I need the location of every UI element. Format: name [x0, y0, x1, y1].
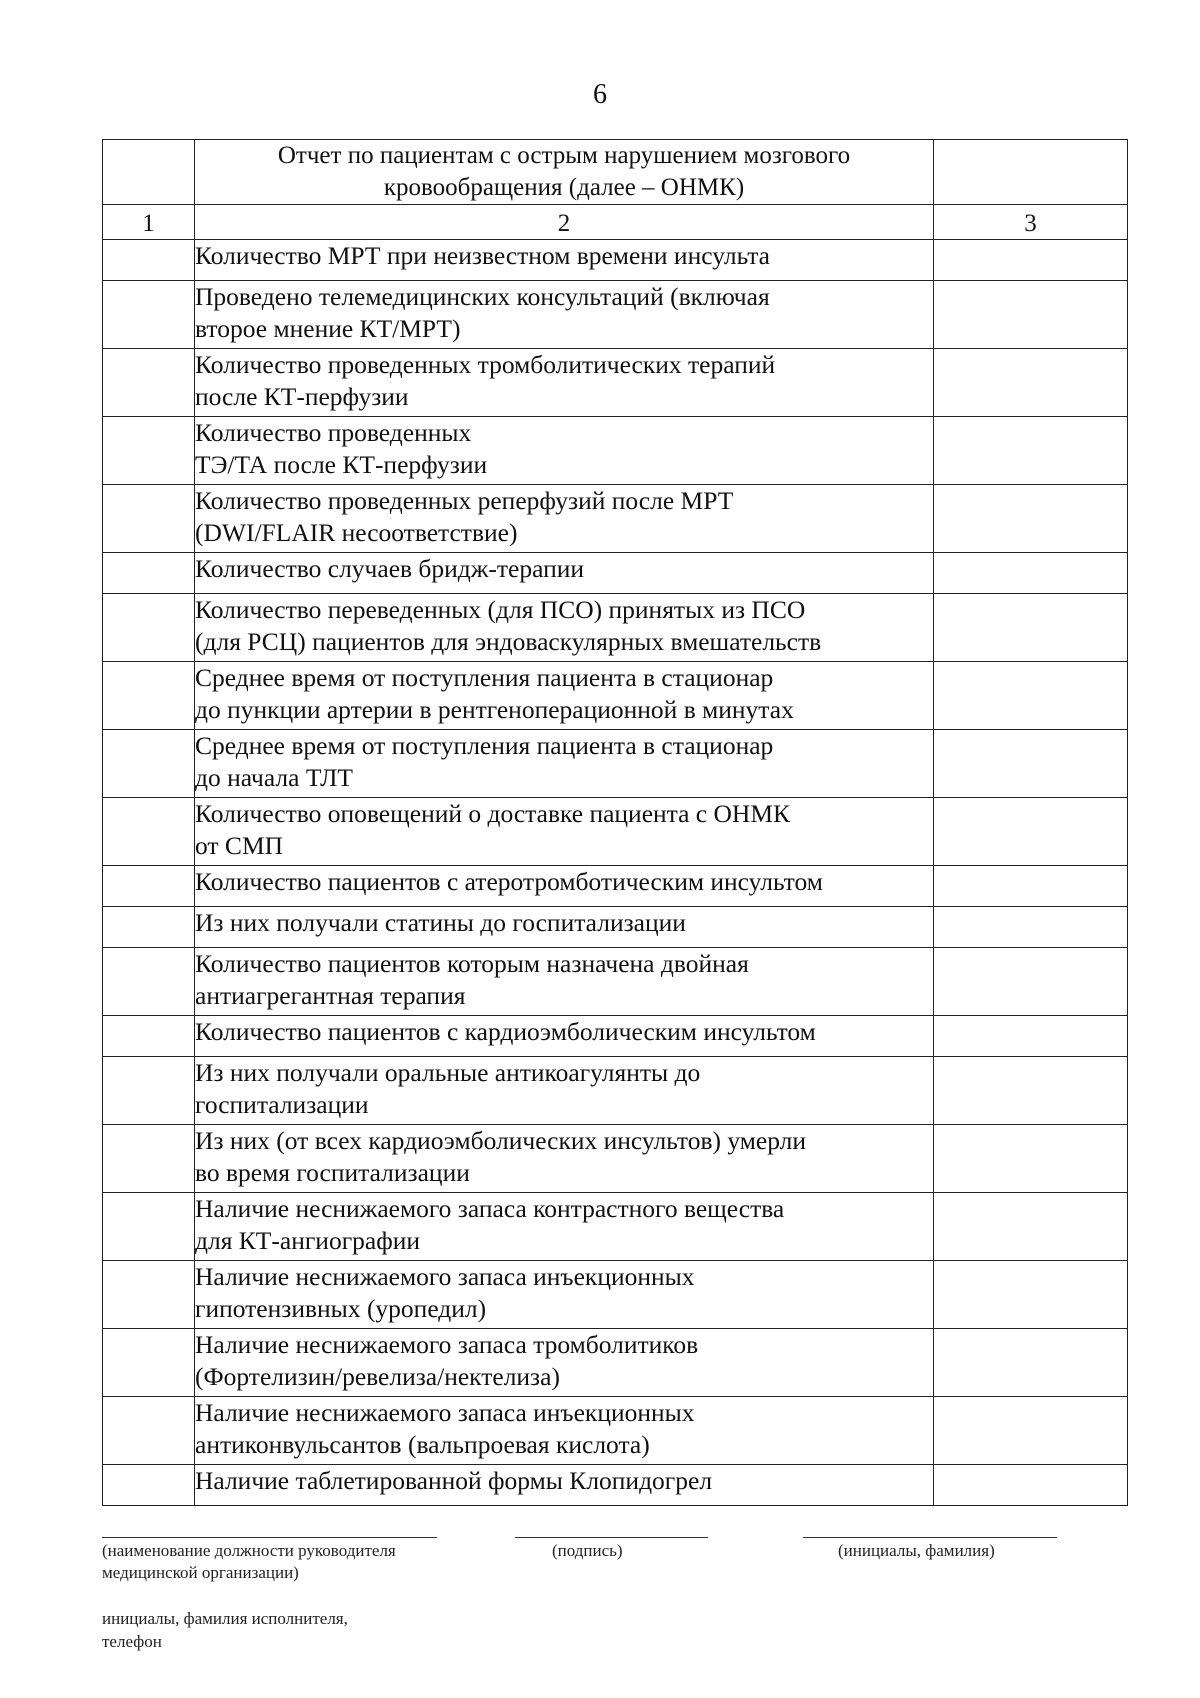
row-label-line: (Фортелизин/ревелиза/нектелиза)	[195, 1362, 560, 1391]
row-label-line: (DWI/FLAIR несоответствие)	[195, 518, 518, 547]
table-row	[103, 1057, 1128, 1125]
row-value-cell[interactable]	[934, 662, 1128, 730]
row-label-cell	[195, 1016, 934, 1057]
row-value-cell[interactable]	[934, 1016, 1128, 1057]
row-label-cell	[195, 1193, 934, 1261]
row-label-line: во время госпитализации	[195, 1158, 470, 1187]
row-label-cell	[195, 1329, 934, 1397]
row-value-cell[interactable]	[934, 798, 1128, 866]
table-row	[103, 1397, 1128, 1465]
table-row	[103, 866, 1128, 907]
row-number-cell	[103, 948, 195, 1016]
row-label-line: Количество пациентов которым назначена двойная	[195, 949, 749, 978]
row-label-line: госпитализации	[195, 1090, 369, 1119]
column-number-3: 3	[934, 205, 1128, 240]
row-label-line: Количество оповещений о доставке пациента с ОНМК	[195, 799, 791, 828]
position-caption-line2: медицинской организации)	[102, 1563, 299, 1582]
row-value-cell[interactable]	[934, 281, 1128, 349]
row-label-line: Количество переведенных (для ПСО) принятых из ПСО	[195, 595, 806, 624]
row-label-line: Количество проведенных реперфузий после МРТ	[195, 486, 734, 515]
row-value-cell[interactable]	[934, 1397, 1128, 1465]
row-number-cell	[103, 1125, 195, 1193]
row-number-cell	[103, 1261, 195, 1329]
row-label-cell	[195, 1261, 934, 1329]
row-value-cell[interactable]	[934, 1465, 1128, 1506]
row-label-line: Количество проведенных тромболитических терапий	[195, 350, 776, 379]
table-row	[103, 1261, 1128, 1329]
executor-note-line1: инициалы, фамилия исполнителя,	[102, 1609, 348, 1628]
row-label-cell	[195, 948, 934, 1016]
row-value-cell[interactable]	[934, 1261, 1128, 1329]
row-value-cell[interactable]	[934, 553, 1128, 594]
name-caption: (инициалы, фамилия)	[838, 1541, 995, 1560]
executor-note	[102, 1607, 348, 1653]
table-row	[103, 798, 1128, 866]
row-label-cell	[195, 1465, 934, 1506]
row-label-line: для КТ-ангиографии	[195, 1226, 421, 1255]
row-number-cell	[103, 1193, 195, 1261]
row-number-cell	[103, 730, 195, 798]
row-label-line: до начала ТЛТ	[195, 763, 354, 792]
title-blank-cell	[103, 140, 195, 205]
row-number-cell	[103, 907, 195, 948]
name-signature-line	[803, 1537, 1057, 1538]
row-number-cell	[103, 1465, 195, 1506]
table-row	[103, 594, 1128, 662]
row-value-cell[interactable]	[934, 349, 1128, 417]
row-number-cell	[103, 349, 195, 417]
row-label-line: антиконвульсантов (вальпроевая кислота)	[195, 1430, 650, 1459]
row-number-cell	[103, 417, 195, 485]
row-label-line: второе мнение КТ/МРТ)	[195, 314, 461, 343]
table-row	[103, 948, 1128, 1016]
row-value-cell[interactable]	[934, 485, 1128, 553]
row-label-line: Количество МРТ при неизвестном времени инсульта	[195, 241, 770, 270]
position-signature-line	[102, 1537, 437, 1538]
row-label-line: Проведено телемедицинских консультаций (включая	[195, 282, 770, 311]
column-number-1: 1	[103, 205, 195, 240]
row-value-cell[interactable]	[934, 948, 1128, 1016]
row-label-cell	[195, 730, 934, 798]
row-label-line: Из них (от всех кардиоэмболических инсультов) умерли	[195, 1126, 807, 1155]
row-number-cell	[103, 1016, 195, 1057]
row-label-cell	[195, 240, 934, 281]
position-caption-line1: (наименование должности руководителя	[102, 1541, 396, 1560]
row-label-cell	[195, 798, 934, 866]
table-title-row	[103, 140, 1128, 205]
row-label-line: Количество пациентов с атеротромботическим инсультом	[195, 867, 823, 896]
row-number-cell	[103, 798, 195, 866]
table-row	[103, 730, 1128, 798]
table-title: Отчет по пациентам с острым нарушением мозгового кровообращения (далее – ОНМК)	[195, 140, 934, 205]
row-number-cell	[103, 1057, 195, 1125]
table-row	[103, 1193, 1128, 1261]
report-table	[102, 139, 1128, 1506]
row-label-line: Среднее время от поступления пациента в стационар	[195, 663, 774, 692]
row-label-line: Наличие неснижаемого запаса тромболитиков	[195, 1330, 699, 1359]
signature-caption: (подпись)	[552, 1541, 623, 1560]
row-label-cell	[195, 417, 934, 485]
row-number-cell	[103, 485, 195, 553]
row-label-line: Количество пациентов с кардиоэмболическим инсультом	[195, 1017, 816, 1046]
row-label-cell	[195, 662, 934, 730]
executor-note-line2: телефон	[102, 1632, 162, 1651]
row-label-cell	[195, 1057, 934, 1125]
row-label-line: от СМП	[195, 831, 284, 860]
row-value-cell[interactable]	[934, 240, 1128, 281]
row-label-line: Количество случаев бридж-терапии	[195, 554, 585, 583]
table-row	[103, 485, 1128, 553]
table-row	[103, 281, 1128, 349]
row-value-cell[interactable]	[934, 594, 1128, 662]
row-label-line: Среднее время от поступления пациента в стационар	[195, 731, 774, 760]
table-row	[103, 662, 1128, 730]
row-value-cell[interactable]	[934, 866, 1128, 907]
column-number-row	[103, 205, 1128, 240]
row-label-line: ТЭ/ТА после КТ-перфузии	[195, 450, 488, 479]
row-label-cell	[195, 485, 934, 553]
table-row	[103, 349, 1128, 417]
row-label-line: Наличие неснижаемого запаса инъекционных	[195, 1398, 695, 1427]
position-caption	[102, 1540, 396, 1584]
page-number: 6	[593, 79, 607, 110]
row-value-cell[interactable]	[934, 730, 1128, 798]
table-row	[103, 240, 1128, 281]
row-value-cell[interactable]	[934, 417, 1128, 485]
row-label-line: Из них получали статины до госпитализации	[195, 908, 686, 937]
title-value-cell	[934, 140, 1128, 205]
row-label-line: антиагрегантная терапия	[195, 981, 466, 1010]
row-label-line: Наличие таблетированной формы Клопидогрел	[195, 1466, 713, 1495]
row-label-line: до пункции артерии в рентгеноперационной в минутах	[195, 695, 794, 724]
row-value-cell[interactable]	[934, 1329, 1128, 1397]
row-label-line: Количество проведенных	[195, 418, 472, 447]
row-value-cell[interactable]	[934, 1125, 1128, 1193]
table-row	[103, 1016, 1128, 1057]
table-row	[103, 1125, 1128, 1193]
table-row	[103, 553, 1128, 594]
row-label-line: Наличие неснижаемого запаса контрастного вещества	[195, 1194, 785, 1223]
row-label-cell	[195, 553, 934, 594]
row-value-cell[interactable]	[934, 1057, 1128, 1125]
row-label-line: Из них получали оральные антикоагулянты до	[195, 1058, 701, 1087]
table-row	[103, 1465, 1128, 1506]
row-number-cell	[103, 240, 195, 281]
row-number-cell	[103, 281, 195, 349]
table-row	[103, 907, 1128, 948]
row-number-cell	[103, 553, 195, 594]
report-table-body	[103, 140, 1128, 1506]
row-number-cell	[103, 662, 195, 730]
row-label-cell	[195, 1397, 934, 1465]
row-label-cell	[195, 907, 934, 948]
table-row	[103, 417, 1128, 485]
row-label-cell	[195, 1125, 934, 1193]
row-label-cell	[195, 594, 934, 662]
table-row	[103, 1329, 1128, 1397]
row-label-line: после КТ-перфузии	[195, 382, 409, 411]
row-label-line: Наличие неснижаемого запаса инъекционных	[195, 1262, 695, 1291]
signature-line	[515, 1537, 708, 1538]
row-number-cell	[103, 1397, 195, 1465]
row-label-cell	[195, 866, 934, 907]
row-label-line: гипотензивных (уропедил)	[195, 1294, 487, 1323]
row-label-cell	[195, 281, 934, 349]
row-label-cell	[195, 349, 934, 417]
row-value-cell[interactable]	[934, 907, 1128, 948]
row-number-cell	[103, 1329, 195, 1397]
row-value-cell[interactable]	[934, 1193, 1128, 1261]
row-number-cell	[103, 594, 195, 662]
row-number-cell	[103, 866, 195, 907]
row-label-line: (для РСЦ) пациентов для эндоваскулярных вмешательств	[195, 627, 822, 656]
column-number-2: 2	[195, 205, 934, 240]
